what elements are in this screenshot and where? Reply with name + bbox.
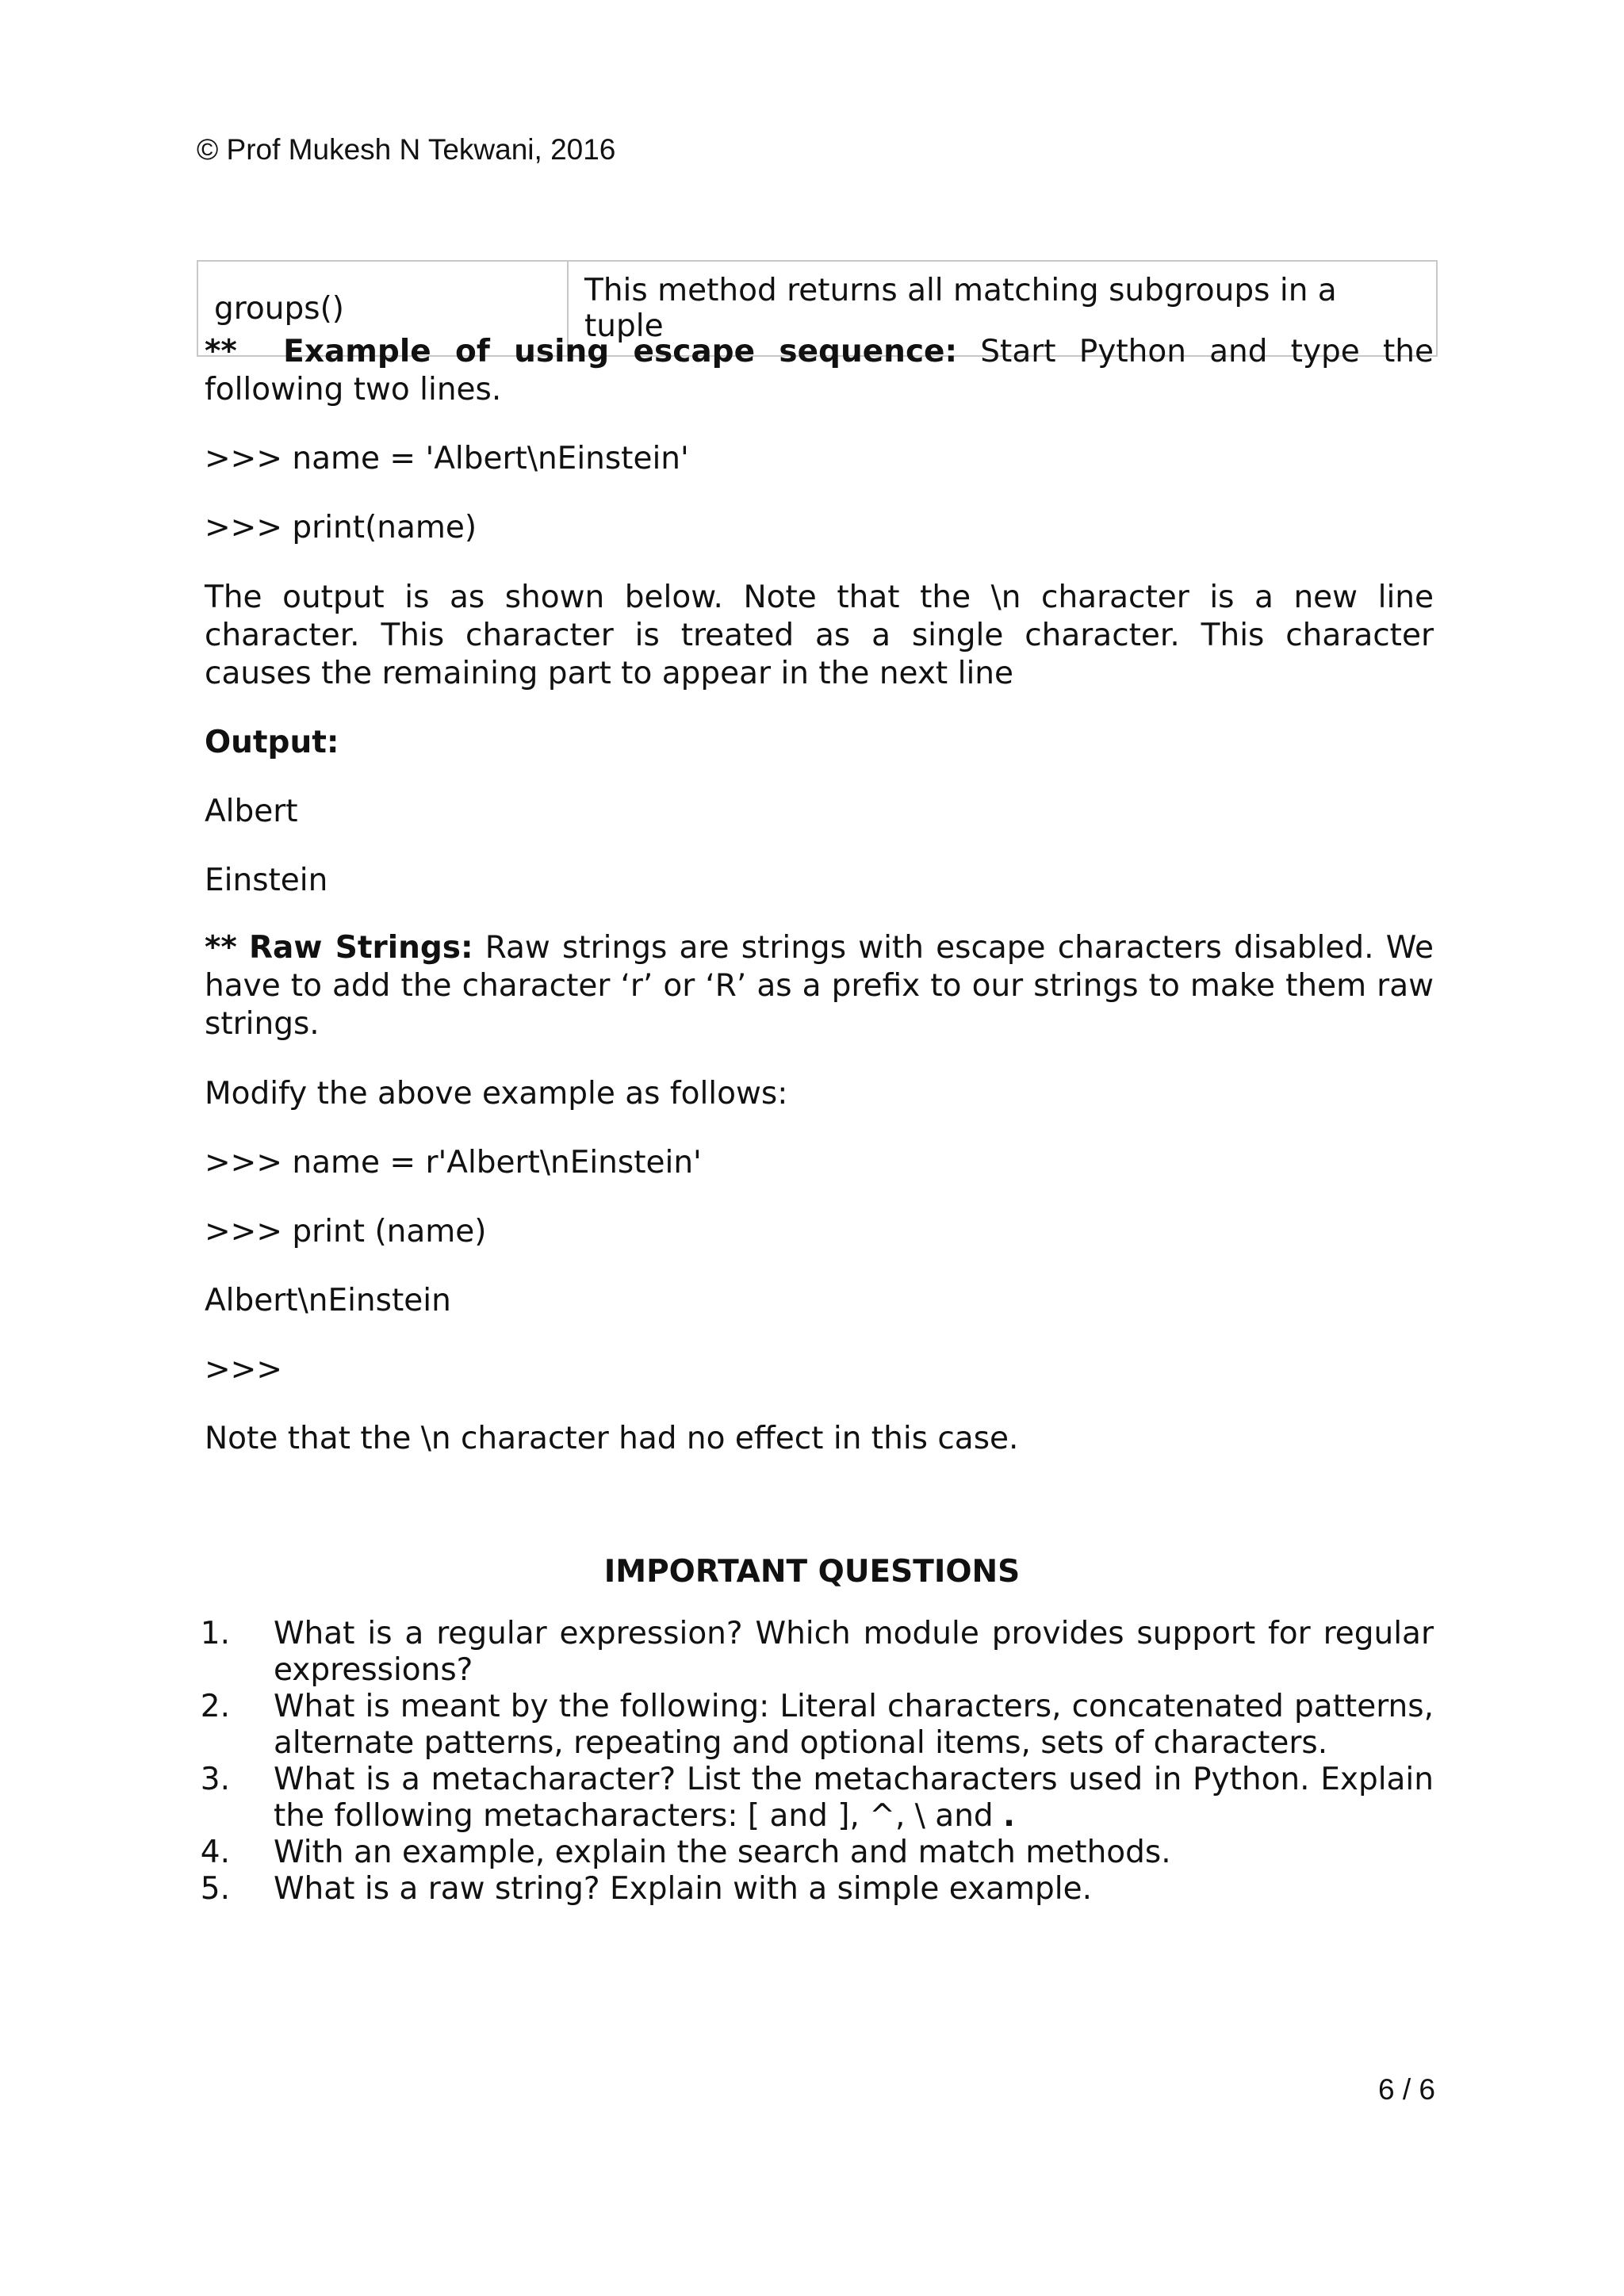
raw-strings-title: Raw Strings: xyxy=(249,930,473,966)
question-number: 1. xyxy=(200,1616,230,1651)
code-line: >>> print(name) xyxy=(205,510,477,545)
question-text: With an example, explain the search and match methods. xyxy=(274,1835,1171,1870)
modify-text: Modify the above example as follows: xyxy=(205,1076,788,1112)
list-item xyxy=(182,1689,1434,1762)
question-text: What is meant by the following: Literal characters, concatenated patterns, alternate patterns, repeating and optional items, sets of characters. xyxy=(274,1689,1434,1761)
note-text: Note that the \n character had no effect in this case. xyxy=(205,1421,1019,1456)
output-line: Albert\nEinstein xyxy=(205,1283,451,1318)
question-number: 5. xyxy=(200,1871,230,1907)
questions-heading: IMPORTANT QUESTIONS xyxy=(603,1554,1021,1590)
method-description-cell: This method returns all matching subgroups in a tuple xyxy=(568,261,1437,356)
list-item xyxy=(182,1762,1434,1835)
code-line: >>> print (name) xyxy=(205,1214,487,1249)
list-item xyxy=(182,1871,1434,1908)
raw-strings-marker: ** xyxy=(205,930,237,966)
prompt-line: >>> xyxy=(205,1352,283,1387)
raw-strings-paragraph xyxy=(205,929,1434,1043)
code-line: >>> name = 'Albert\nEinstein' xyxy=(205,441,689,476)
raw-strings-intro: Raw strings are strings with escape characters disabled. We have to add the character ‘r’ or ‘R’ as a prefix to our strings to make them raw strings. xyxy=(205,930,1434,1042)
escape-example-paragraph xyxy=(205,333,1434,409)
question-text: What is a metacharacter? List the metacharacters used in Python. Explain the following metacharacters: [ and ], ^, \ and xyxy=(274,1762,1434,1834)
copyright-header: © Prof Mukesh N Tekwani, 2016 xyxy=(197,133,616,166)
code-line: >>> name = r'Albert\nEinstein' xyxy=(205,1145,702,1181)
question-number: 3. xyxy=(200,1762,230,1797)
question-number: 4. xyxy=(200,1835,230,1870)
question-text: What is a raw string? Explain with a simple example. xyxy=(274,1871,1092,1907)
list-item xyxy=(182,1835,1434,1871)
page-number: 6 / 6 xyxy=(1378,2073,1435,2106)
explanation-paragraph: The output is as shown below. Note that the \n character is a new line character. This character is treated as a single character. This character causes the remaining part to appear in the next line xyxy=(205,580,1434,691)
question-number: 2. xyxy=(200,1689,230,1724)
output-line: Einstein xyxy=(205,863,328,898)
question-bold-suffix: . xyxy=(1003,1798,1015,1834)
method-name-cell: groups() xyxy=(197,261,568,356)
escape-example-intro: Start Python and type the following two lines. xyxy=(205,334,1434,408)
questions-list xyxy=(182,1616,1434,1908)
output-line: Albert xyxy=(205,794,298,829)
escape-example-marker: ** xyxy=(205,334,237,369)
output-label: Output: xyxy=(205,725,339,760)
question-text: What is a regular expression? Which module provides support for regular expressions? xyxy=(274,1616,1434,1688)
escape-example-title: Example of using escape sequence: xyxy=(283,334,958,369)
list-item xyxy=(182,1616,1434,1689)
